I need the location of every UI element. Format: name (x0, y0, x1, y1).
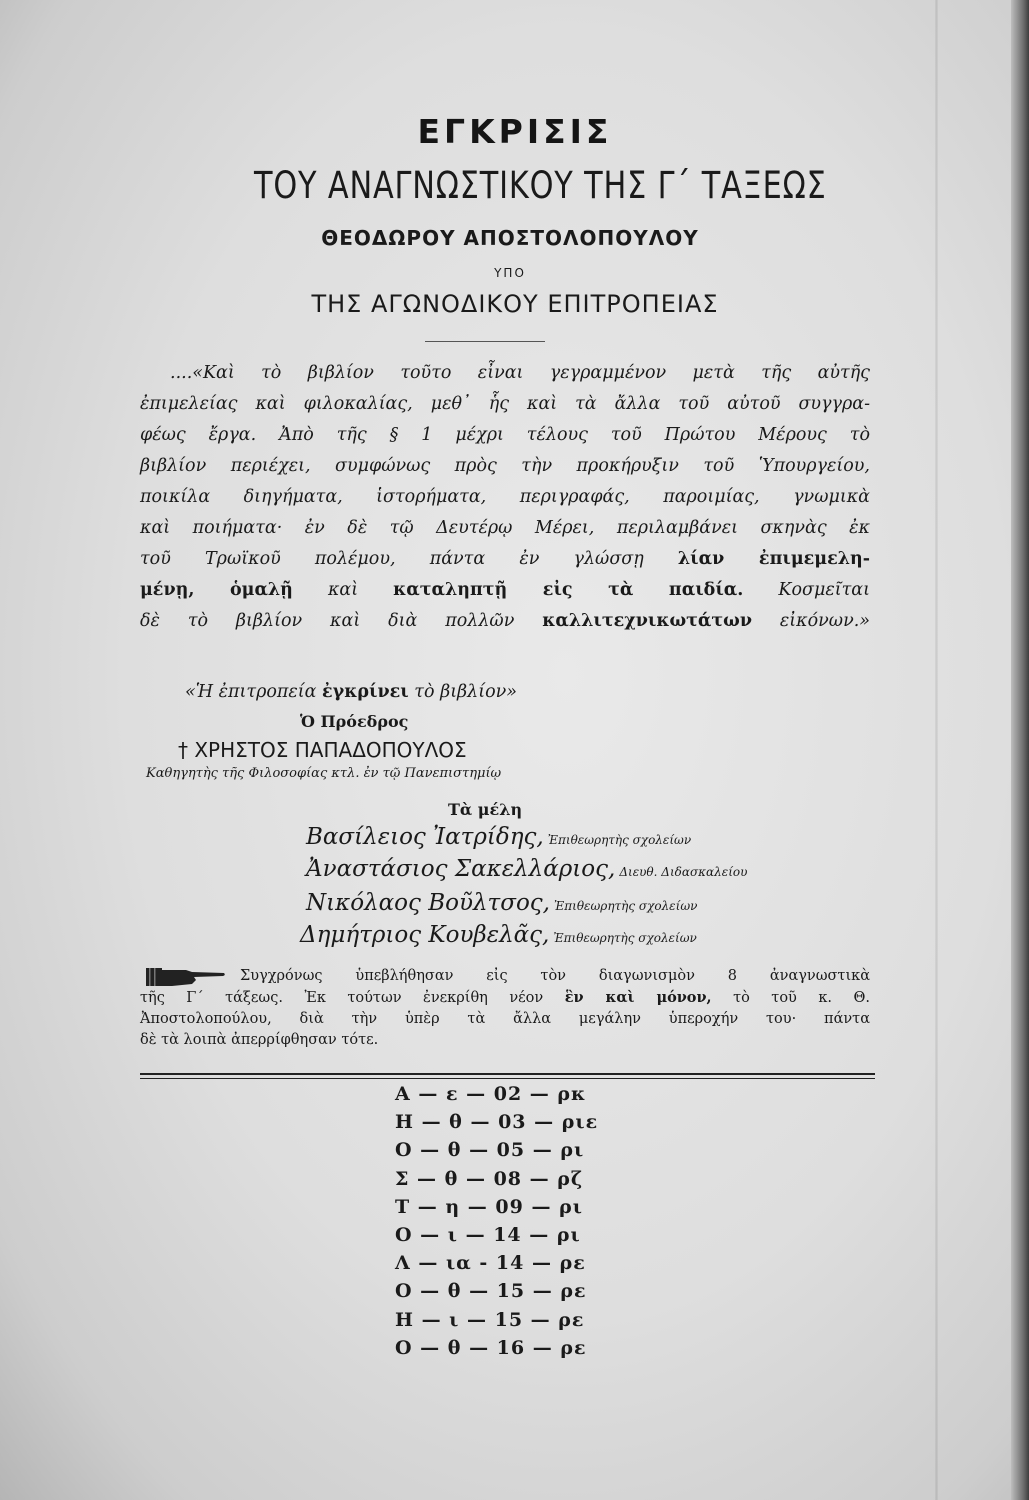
note-text: τῆς Γ΄ τάξεως. Ἐκ τούτων ἐνεκρίθη νέον (140, 990, 544, 1006)
quote-line: ἐπιμελείας καὶ φιλοκαλίας, μεθ᾽ ἧς καὶ τὰ ἄλλα τοῦ αὐτοῦ συγγρα- (140, 394, 870, 414)
note-line: δὲ τὰ λοιπὰ ἀπερρίφθησαν τότε. (140, 1032, 379, 1048)
code-entry: Ο — ι — 14 — ρι (395, 1224, 581, 1247)
approval-line (185, 682, 517, 702)
note-line: Συγχρόνως ὑπεβλήθησαν εἰς τὸν διαγωνισμὸν 8 ἀναγνωστικὰ (240, 968, 870, 984)
member-entry (306, 890, 697, 916)
by-line: ΥΠΟ (494, 266, 526, 280)
note-line (140, 987, 870, 1009)
document-title: ΕΓΚΡΙΣΙΣ (417, 112, 613, 151)
code-entry: Η — ι — 15 — ρε (395, 1308, 585, 1331)
member-role: Ἐπιθεωρητὴς σχολείων (553, 931, 697, 945)
committee-quote (140, 358, 870, 637)
note-text: τὸ τοῦ κ. Θ. (733, 990, 871, 1006)
code-entry: Τ — η — 09 — ρι (395, 1195, 583, 1218)
document-subtitle: ΤΟΥ ΑΝΑΓΝΩΣΤΙΚΟΥ ΤΗΣ Γ΄ ΤΑΞΕΩΣ (254, 164, 827, 207)
quote-emphasis: μένῃ, ὁμαλῇ (140, 580, 293, 600)
section-divider (140, 1073, 875, 1079)
approval-suffix: τὸ βιβλίον» (414, 682, 518, 702)
code-entry: Α — ε — 02 — ρκ (395, 1083, 587, 1105)
approval-verb: ἐγκρίνει (322, 682, 409, 702)
quote-line: ....«Καὶ τὸ βιβλίον τοῦτο εἶναι γεγραμμένον μετὰ τῆς αὐτῆς (170, 363, 870, 383)
member-name: Νικόλαος Βοῦλτσος, (306, 890, 550, 916)
member-name: Δημήτριος Κουβελᾶς, (300, 922, 550, 948)
page-edge-shadow (1011, 0, 1029, 1500)
member-entry (306, 824, 691, 850)
approval-prefix: «Ἡ ἐπιτροπεία (185, 682, 317, 702)
note-line: Ἀποστολοπούλου, διὰ τὴν ὑπὲρ τὰ ἄλλα μεγάλην ὑπεροχήν του· πάντα (140, 1011, 870, 1027)
quote-line (140, 544, 870, 575)
code-entry: Ο — θ — 16 — ρε (395, 1336, 587, 1359)
submission-note (140, 966, 870, 1051)
quote-line (140, 606, 870, 637)
code-entry: Ο — θ — 05 — ρι (395, 1139, 585, 1162)
quote-emphasis: καλλιτεχνικωτάτων (542, 611, 752, 631)
member-role: Ἐπιθεωρητὴς σχολείων (554, 899, 698, 913)
code-entry: Ο — θ — 15 — ρε (395, 1280, 587, 1303)
code-entry: Σ — θ — 08 — ρζ (395, 1167, 584, 1190)
note-emphasis: ἓν καὶ μόνον, (564, 989, 712, 1006)
president-name: † ΧΡΗΣΤΟΣ ΠΑΠΑΔΟΠΟΥΛΟΣ (178, 738, 467, 762)
committee-line: ΤΗΣ ΑΓΩΝΟΔΙΚΟΥ ΕΠΙΤΡΟΠΕΙΑΣ (311, 290, 719, 318)
quote-emphasis: καταληπτῇ εἰς τὰ παιδία. (393, 580, 744, 600)
code-entry: Λ — ια - 14 — ρε (395, 1252, 586, 1275)
member-role: Διευθ. Διδασκαλείου (619, 865, 748, 879)
quote-line (140, 575, 870, 606)
title-divider (425, 341, 545, 342)
quote-line: ποικίλα διηγήματα, ἱστορήματα, περιγραφάς, παροιμίας, γνωμικὰ (140, 487, 870, 507)
members-label: Τὰ μέλη (448, 800, 523, 819)
quote-text: Κοσμεῖται (778, 580, 870, 600)
quote-text: εἰκόνων.» (779, 611, 870, 631)
member-entry (306, 856, 747, 882)
code-list (395, 1080, 655, 1362)
quote-line: καὶ ποιήματα· ἐν δὲ τῷ Δευτέρῳ Μέρει, περιλαμβάνει σκηνὰς ἐκ (140, 518, 870, 538)
member-name: Ἀναστάσιος Σακελλάριος, (306, 856, 616, 882)
president-title: Καθηγητὴς τῆς Φιλοσοφίας κτλ. ἐν τῷ Πανεπιστημίῳ (146, 766, 502, 781)
member-name: Βασίλειος Ἰατρίδης, (306, 824, 544, 850)
president-label: Ὁ Πρόεδρος (300, 712, 409, 731)
quote-line: βιβλίον περιέχει, συμφώνως πρὸς τὴν προκήρυξιν τοῦ Ὑπουργείου, (140, 456, 870, 476)
member-role: Ἐπιθεωρητὴς σχολείων (547, 833, 692, 847)
quote-text: δὲ τὸ βιβλίον καὶ διὰ πολλῶν (140, 611, 515, 631)
page-crease (935, 0, 938, 1500)
quote-emphasis: λίαν ἐπιμεμελη- (677, 549, 870, 569)
member-entry (300, 922, 697, 948)
code-entry: Η — θ — 03 — ριε (395, 1111, 599, 1134)
quote-line: φέως ἔργα. Ἀπὸ τῆς § 1 μέχρι τέλους τοῦ Πρώτου Μέρους τὸ (140, 425, 870, 445)
author-line: ΘΕΟΔΩΡΟΥ ΑΠΟΣΤΟΛΟΠΟΥΛΟΥ (321, 226, 699, 250)
quote-text: τοῦ Τρωϊκοῦ πολέμου, πάντα ἐν γλώσσῃ (140, 549, 644, 569)
quote-text: καὶ (327, 580, 359, 600)
